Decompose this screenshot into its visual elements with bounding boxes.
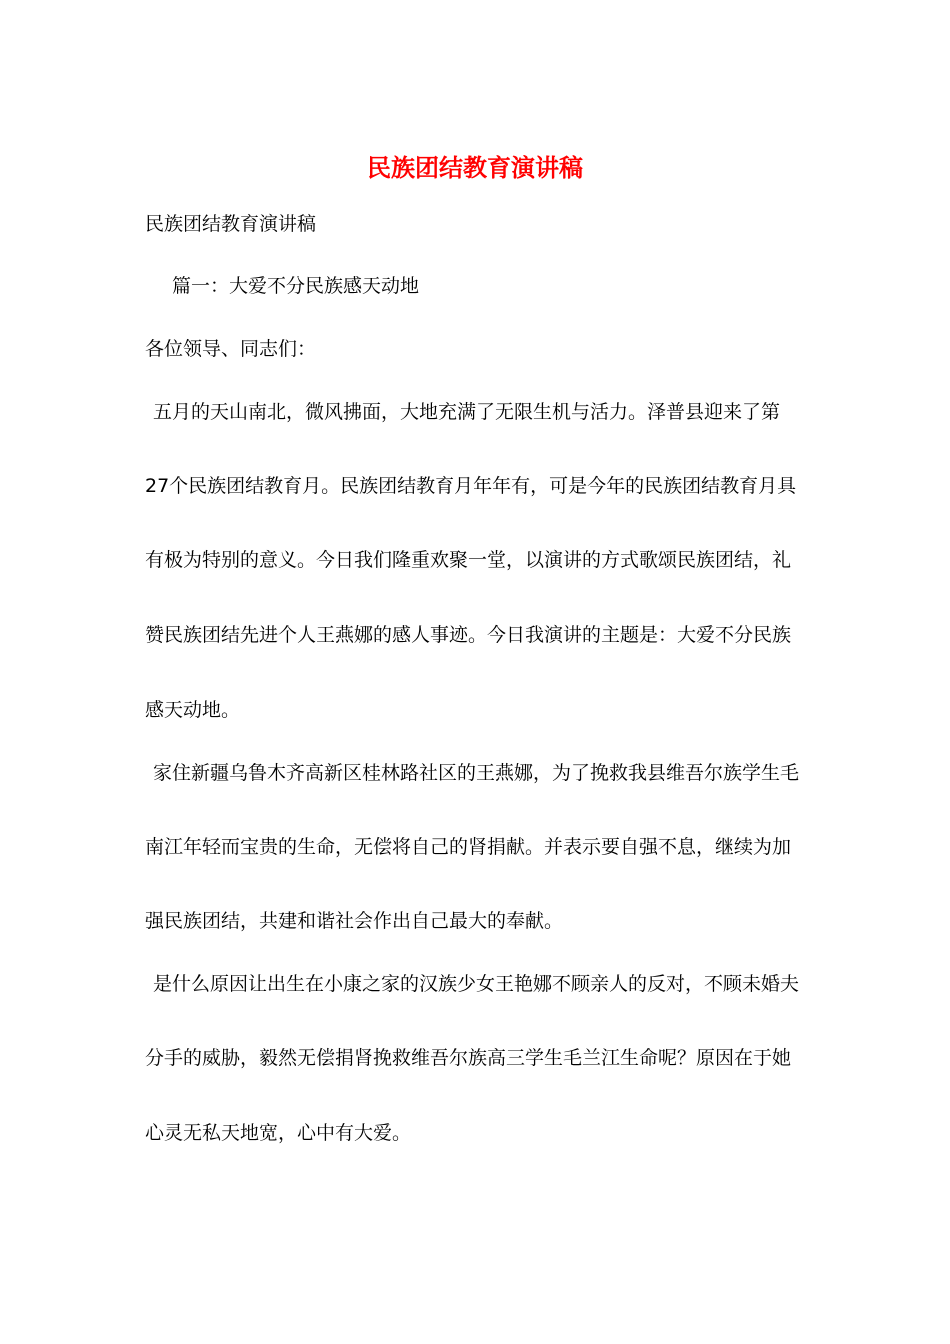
body-line: 感天动地。 [145, 699, 241, 721]
section-heading: 篇一：大爱不分民族感天动地 [172, 275, 420, 297]
body-line: 心灵无私天地宽，心中有大爱。 [145, 1122, 412, 1144]
body-line: 家住新疆乌鲁木齐高新区桂林路社区的王燕娜，为了挽救我县维吾尔族学生毛 [153, 762, 800, 784]
document-title: 民族团结教育演讲稿 [367, 153, 583, 182]
body-line: 27个民族团结教育月。民族团结教育月年年有，可是今年的民族团结教育月具 [145, 475, 797, 497]
body-line: 强民族团结，共建和谐社会作出自己最大的奉献。 [145, 910, 564, 932]
document-subtitle: 民族团结教育演讲稿 [145, 213, 317, 235]
body-line: 五月的天山南北，微风拂面，大地充满了无限生机与活力。泽普县迎来了第 [153, 401, 781, 423]
body-line: 分手的威胁，毅然无偿捐肾挽救维吾尔族高三学生毛兰江生命呢？原因在于她 [145, 1047, 792, 1069]
salutation: 各位领导、同志们： [145, 338, 317, 360]
body-line: 南江年轻而宝贵的生命，无偿将自己的肾捐献。并表示要自强不息，继续为加 [145, 836, 792, 858]
body-line: 赞民族团结先进个人王燕娜的感人事迹。今日我演讲的主题是：大爱不分民族 [145, 624, 792, 646]
body-line: 是什么原因让出生在小康之家的汉族少女王艳娜不顾亲人的反对，不顾未婚夫 [153, 973, 800, 995]
body-line: 有极为特别的意义。今日我们隆重欢聚一堂，以演讲的方式歌颂民族团结，礼 [145, 549, 792, 571]
